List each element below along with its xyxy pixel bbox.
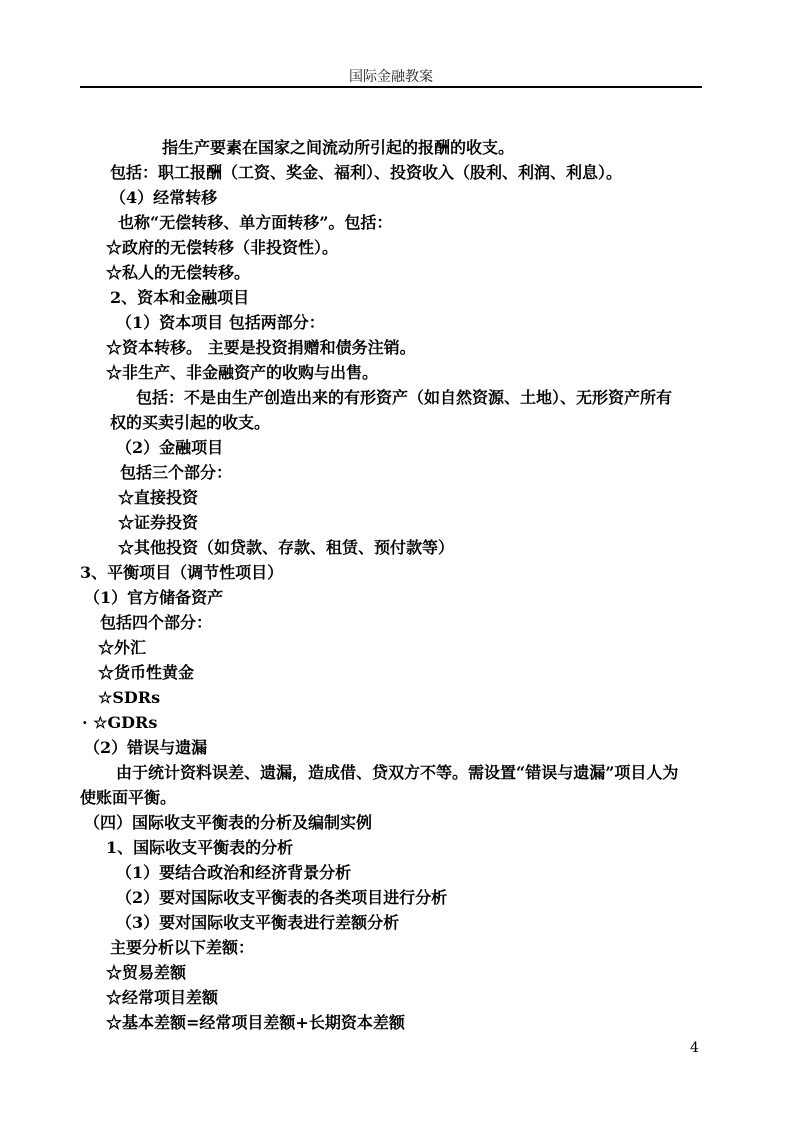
text-line: ☆外汇 (98, 638, 147, 657)
text-line: （3）要对国际收支平衡表进行差额分析 (116, 913, 400, 932)
text-line: 2、资本和金融项目 (110, 288, 250, 307)
text-line: 包括：职工报酬（工资、奖金、福利）、投资收入（股利、利润、利息）。 (110, 163, 623, 182)
text-line: 包括：不是由生产创造出来的有形资产（如自然资源、土地）、无形资产所有 (136, 388, 673, 407)
text-line: 包括三个部分： (120, 463, 233, 482)
text-line: ☆经常项目差额 (106, 988, 219, 1007)
text-line: 指生产要素在国家之间流动所引起的报酬的收支。 (162, 138, 515, 157)
text-line: 由于统计资料误差、遗漏，造成借、贷双方不等。需设置“错误与遗漏”项目人为 (116, 763, 679, 782)
header-rule (80, 86, 702, 88)
text-line: （1）官方储备资产 (84, 588, 224, 607)
text-line: ☆其他投资（如贷款、存款、租赁、预付款等） (118, 538, 455, 557)
text-line: 包括四个部分： (100, 613, 213, 632)
text-line: 主要分析以下差额： (110, 938, 255, 957)
text-line: ☆政府的无偿转移（非投资性）。 (106, 238, 339, 257)
text-line: （2）要对国际收支平衡表的各类项目进行分析 (116, 888, 448, 907)
text-line: ☆货币性黄金 (98, 663, 195, 682)
text-line: ☆基本差额=经常项目差额+长期资本差额 (106, 1013, 405, 1032)
text-line: ☆证券投资 (118, 513, 199, 532)
text-line: ☆资本转移。 主要是投资捐赠和债务注销。 (106, 338, 416, 357)
text-line: 使账面平衡。 (80, 788, 177, 807)
text-line: （2）金融项目 (116, 438, 224, 457)
text-line: （4）经常转移 (110, 188, 218, 207)
text-line: ☆直接投资 (118, 488, 199, 507)
page-number: 4 (690, 1040, 699, 1056)
text-line: · ☆GDRs (82, 713, 158, 732)
text-line: （1）资本项目 包括两部分： (116, 313, 325, 332)
text-line: 权的买卖引起的收支。 (110, 413, 271, 432)
text-line: ☆私人的无偿转移。 (106, 263, 251, 282)
text-line: （1）要结合政治和经济背景分析 (116, 863, 352, 882)
text-line: 也称“无偿转移、单方面转移”。包括： (118, 213, 393, 232)
text-line: ☆贸易差额 (106, 963, 187, 982)
text-line: 1、国际收支平衡表的分析 (106, 838, 294, 857)
text-line: （四）国际收支平衡表的分析及编制实例 (84, 813, 373, 832)
page-header: 国际金融教案 (349, 69, 433, 85)
text-line: （2）错误与遗漏 (84, 738, 208, 757)
text-line: ☆SDRs (98, 688, 161, 707)
text-line: ☆非生产、非金融资产的收购与出售。 (106, 363, 379, 382)
text-line: 3、平衡项目（调节性项目） (80, 563, 284, 582)
